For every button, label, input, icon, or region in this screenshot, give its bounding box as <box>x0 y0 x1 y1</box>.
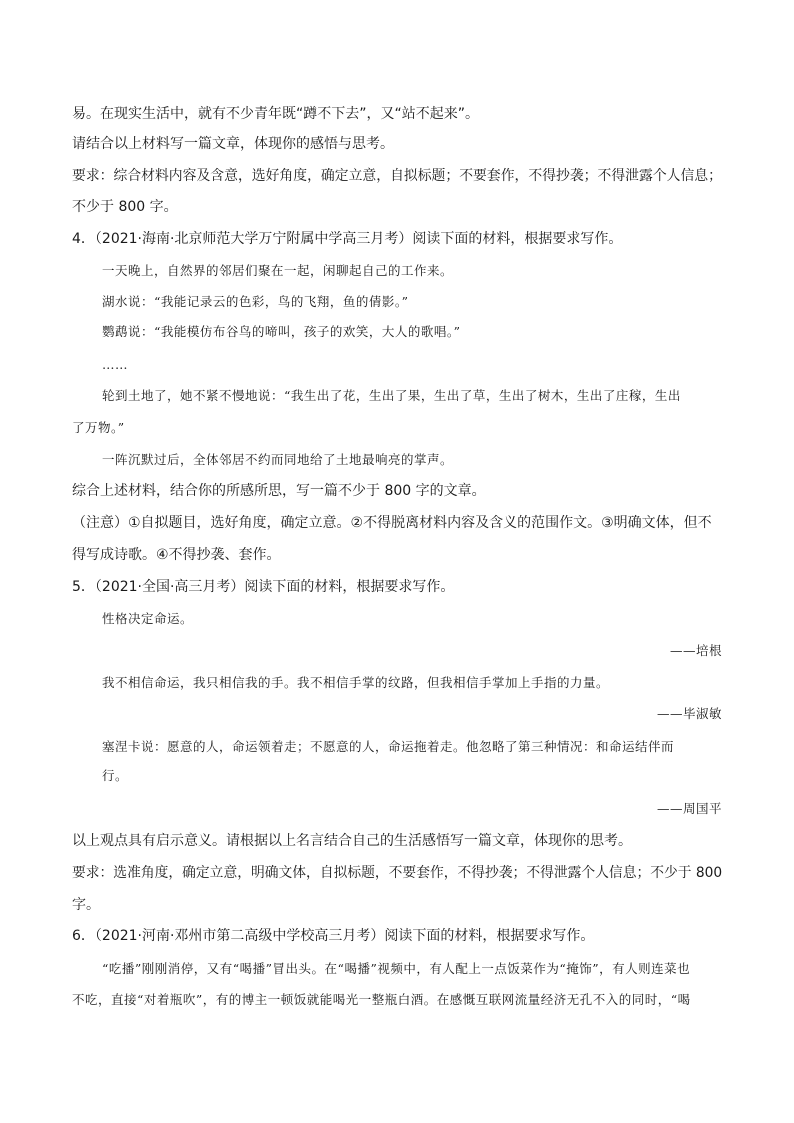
text-line: 请结合以上材料写一篇文章，体现你的感悟与思考。 <box>72 136 394 152</box>
material-line: 湖水说：“我能记录云的色彩，鸟的飞翔，鱼的倩影。” <box>102 294 409 309</box>
quote-line: 性格决定命运。 <box>102 611 194 626</box>
quote-line: 行。 <box>102 768 129 783</box>
text-line: 要求：综合材料内容及含意，选好角度，确定立意，自拟标题；不要套作，不得抄袭；不得泄露个人信息； <box>72 168 722 184</box>
quote-line: 我不相信命运，我只相信我的手。我不相信手掌的纹路，但我相信手掌加上手指的力量。 <box>102 675 610 690</box>
text-line: 以上观点具有启示意义。请根据以上名言结合自己的生活感悟写一篇文章，体现你的思考。 <box>72 833 632 849</box>
text-line: （注意）①自拟题目，选好角度，确定立意。②不得脱离材料内容及含义的范围作文。③明确文体，但不 <box>72 515 712 531</box>
material-line: 了万物。” <box>72 420 125 435</box>
text-line: 字。 <box>72 897 100 913</box>
question-heading: 5．（2021·全国·高三月考）阅读下面的材料，根据要求写作。 <box>72 579 455 595</box>
quote-line: 塞涅卡说：愿意的人，命运领着走；不愿意的人，命运拖着走。他忽略了第三种情况：和命运结伴而 <box>102 739 675 754</box>
material-line: “吃播”刚刚消停，又有“喝播”冒出头。在“喝播”视频中，有人配上一点饭菜作为“掩饰”，有人则连菜也 <box>102 961 691 976</box>
material-line: 轮到土地了，她不紧不慢地说：“我生出了花，生出了果，生出了草，生出了树木，生出了庄稼，生出 <box>102 388 681 403</box>
text-line: 得写成诗歌。④不得抄袭、套作。 <box>72 547 281 563</box>
question-heading: 6．（2021·河南·邓州市第二高级中学校高三月考）阅读下面的材料，根据要求写作。 <box>72 928 595 944</box>
text-line: 要求：选准角度，确定立意，明确文体，自拟标题，不要套作，不得抄袭；不得泄露个人信息；不少于 800 <box>72 865 723 881</box>
material-line: 一天晚上，自然界的邻居们聚在一起，闲聊起自己的工作来。 <box>102 263 454 278</box>
ellipsis-line: …… <box>102 357 128 372</box>
quote-attribution: ——培根 <box>669 643 722 658</box>
text-line: 易。在现实生活中，就有不少青年既“蹲不下去”，又“站不起来”。 <box>72 106 480 122</box>
text-line: 不少于 800 字。 <box>72 199 178 215</box>
material-line: 不吃，直接“对着瓶吹”，有的博主一顿饭就能喝光一整瓶白酒。在感慨互联网流量经济无孔不入的同时，“喝 <box>72 992 691 1007</box>
question-heading: 4．（2021·海南·北京师范大学万宁附属中学高三月考）阅读下面的材料，根据要求写作。 <box>72 231 623 247</box>
material-line: 鹦鹉说：“我能模仿布谷鸟的啼叫，孩子的欢笑，大人的歌唱。” <box>102 324 461 339</box>
quote-attribution: ——周国平 <box>656 801 722 816</box>
quote-attribution: ——毕淑敏 <box>656 706 722 721</box>
text-line: 综合上述材料，结合你的所感所思，写一篇不少于 800 字的文章。 <box>72 483 486 499</box>
material-line: 一阵沉默过后，全体邻居不约而同地给了土地最响亮的掌声。 <box>102 452 454 467</box>
